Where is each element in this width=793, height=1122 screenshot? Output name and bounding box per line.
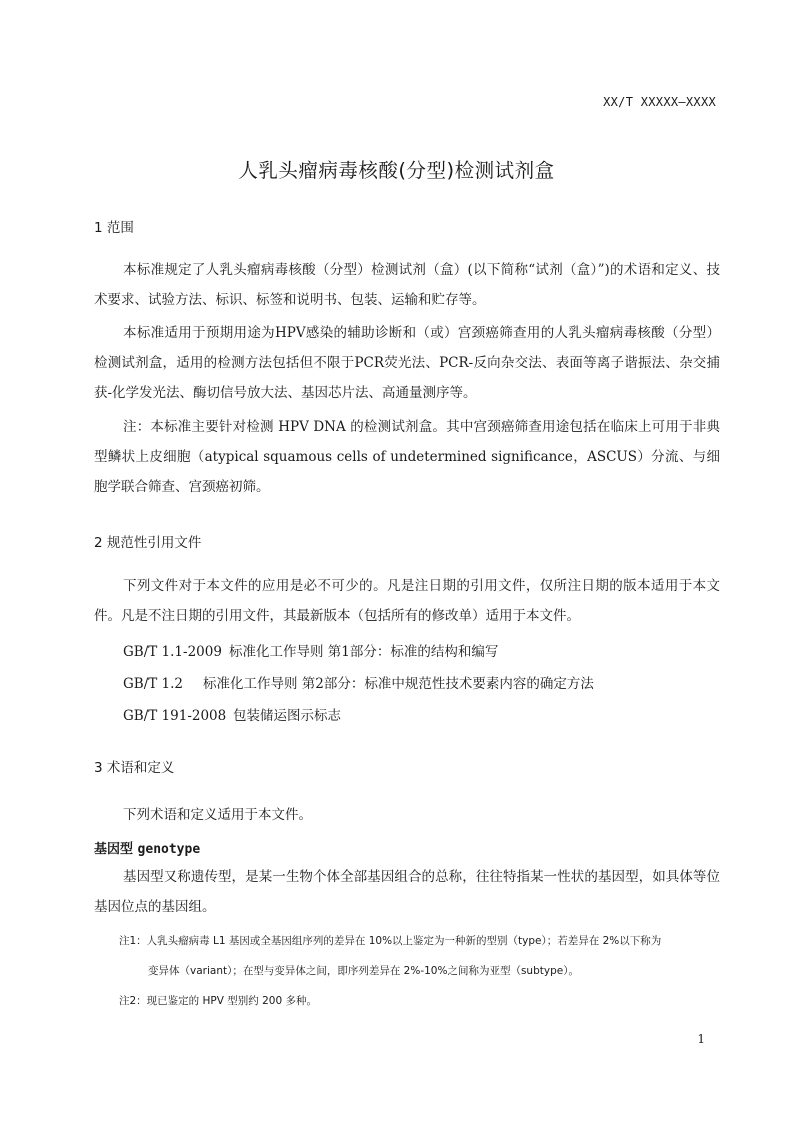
term-definition: 基因型又称遗传型，是某一生物个体全部基因组合的总称，往往特指某一性状的基因型，如具体等位基因位点的基因组。	[94, 869, 720, 915]
section-1-heading: 1 范围	[94, 220, 134, 236]
reference-title: 包装储运图示标志	[233, 708, 341, 724]
reference-title: 标准化工作导则 第2部分：标准中规范性技术要素内容的确定方法	[203, 676, 594, 692]
term-note-2: 注2：现已鉴定的 HPV 型别约 200 多种。	[119, 995, 317, 1007]
section-3-heading: 3 术语和定义	[94, 760, 175, 776]
standard-code: XX/T XXXXX—XXXX	[603, 95, 716, 109]
section-2-paragraph: 下列文件对于本文件的应用是必不可少的。凡是注日期的引用文件，仅所注日期的版本适用于本文件。凡是不注日期的引用文件，其最新版本（包括所有的修改单）适用于本文件。	[94, 578, 720, 624]
section-1-note: 注：本标准主要针对检测 HPV DNA 的检测试剂盒。其中宫颈癌筛查用途包括在临床上可用于非典型鳞状上皮细胞（atypical squamous cells of undetermined significance，ASCUS）分流、与细胞学联合筛查、宫颈癌初筛。	[94, 419, 720, 495]
section-2-heading: 2 规范性引用文件	[94, 535, 202, 551]
reference-code: GB/T 1.2	[123, 676, 184, 692]
section-1-paragraph-2: 本标准适用于预期用途为HPV感染的辅助诊断和（或）宫颈癌筛查用的人乳头瘤病毒核酸（分型）检测试剂盒，适用的检测方法包括但不限于PCR荧光法、PCR-反向杂交法、表面等离子谐振法、杂交捕获-化学发光法、酶切信号放大法、基因芯片法、高通量测序等。	[94, 325, 720, 401]
reference-code: GB/T 1.1-2009	[123, 644, 222, 660]
term-english: genotype	[137, 842, 201, 857]
document-title: 人乳头瘤病毒核酸(分型)检测试剂盒	[238, 159, 555, 182]
reference-item	[123, 672, 594, 692]
term-entry	[94, 838, 200, 857]
section-3-intro: 下列术语和定义适用于本文件。	[123, 807, 312, 823]
reference-code: GB/T 191-2008	[123, 708, 227, 724]
section-1-paragraph-1: 本标准规定了人乳头瘤病毒核酸（分型）检测试剂（盒）(以下简称“试剂（盒）”)的术语和定义、技术要求、试验方法、标识、标签和说明书、包装、运输和贮存等。	[94, 262, 720, 308]
term-note-1-line-2: 变异体（variant）；在型与变异体之间，即序列差异在 2%-10%之间称为亚型（subtype）。	[148, 965, 579, 977]
reference-title: 标准化工作导则 第1部分：标准的结构和编写	[229, 644, 499, 660]
term-chinese: 基因型	[94, 842, 134, 857]
term-note-1	[119, 926, 722, 986]
page-number: 1	[697, 1032, 705, 1046]
reference-item	[123, 704, 341, 724]
term-note-1-line-1: 注1：人乳头瘤病毒 L1 基因或全基因组序列的差异在 10%以上鉴定为一种新的型别（type）；若差异在 2%以下称为	[119, 935, 662, 947]
reference-item	[123, 640, 498, 660]
